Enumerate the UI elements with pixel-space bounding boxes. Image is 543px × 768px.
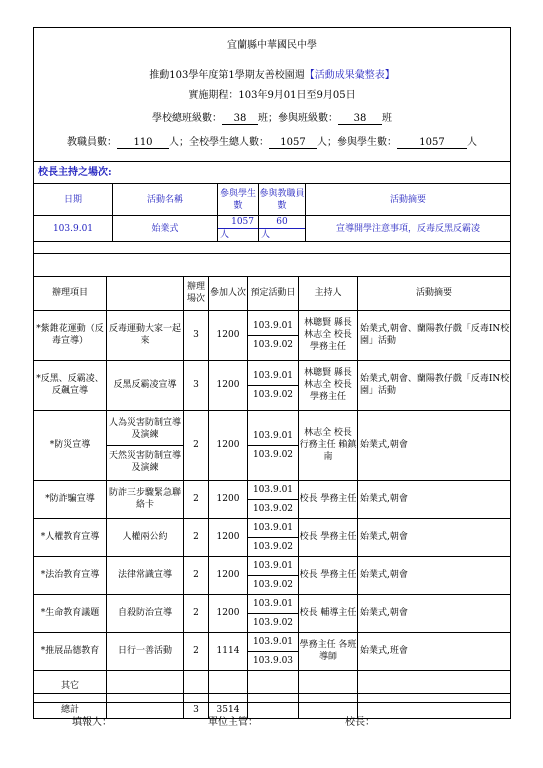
activity-people: 1200 xyxy=(209,310,248,360)
activity-row xyxy=(34,360,511,410)
col-students-header: 參與學生數 xyxy=(218,184,259,216)
activity-date-start: 103.9.01 xyxy=(248,519,298,538)
activity-date-start: 103.9.01 xyxy=(248,481,298,500)
col-host-header: 主持人 xyxy=(299,276,358,310)
activity-people: 1200 xyxy=(209,594,248,632)
activity-date-start: 103.9.01 xyxy=(248,633,298,652)
activity-date xyxy=(248,594,299,632)
class-join-value: 38 xyxy=(338,113,382,125)
activity-name: 防詐三步驟緊急聯絡卡 xyxy=(107,480,184,518)
activity-summary: 始業式,朝會 xyxy=(358,480,511,518)
other-label: 其它 xyxy=(34,670,107,702)
activity-host: 校長 輔導主任 xyxy=(299,594,358,632)
activity-date-start: 103.9.01 xyxy=(248,595,298,614)
activity-host: 校長 學務主任 xyxy=(299,518,358,556)
activity-date-start: 103.9.01 xyxy=(248,367,298,386)
activity-date-end: 103.9.02 xyxy=(252,449,294,460)
activity-name-part: 天然災害防制宣導及演練 xyxy=(109,450,182,473)
divider xyxy=(34,161,510,162)
activity-date xyxy=(248,360,299,410)
principal-section-heading: 校長主持之場次: xyxy=(38,167,112,178)
period-line: 實施期程：103年9月01日至9月05日 xyxy=(188,90,356,101)
activity-host: 林志全 校長 行務主任 賴鎮南 xyxy=(299,410,358,480)
activity-date-end: 103.9.03 xyxy=(252,655,294,666)
activity-item: *人權教育宣導 xyxy=(34,518,107,556)
activity-date xyxy=(248,556,299,594)
col-name-header: 活動名稱 xyxy=(113,184,218,216)
activity-date-end: 103.9.02 xyxy=(252,579,294,590)
activity-row xyxy=(34,480,511,518)
activity-item: *防災宣導 xyxy=(34,410,107,480)
activity-name-part: 人為災害防制宣導及演練 xyxy=(107,413,183,446)
principal-row-students: 1057 人 xyxy=(218,216,259,242)
activity-date-start: 103.9.01 xyxy=(248,317,298,336)
activity-people: 1200 xyxy=(209,410,248,480)
activity-people: 1114 xyxy=(209,632,248,670)
activity-summary: 始業式,朝會 xyxy=(358,518,511,556)
activity-sessions: 3 xyxy=(184,310,209,360)
activity-date xyxy=(248,518,299,556)
col-item-header: 辦理項目 xyxy=(34,276,107,310)
activity-date-start: 103.9.01 xyxy=(248,427,298,446)
activity-date-start: 103.9.01 xyxy=(248,557,298,576)
activity-item: *法治教育宣導 xyxy=(34,556,107,594)
student-total-value: 1057 xyxy=(269,137,317,149)
activity-row xyxy=(34,556,511,594)
principal-row-staff: 60 人 xyxy=(259,216,306,242)
activity-row xyxy=(34,594,511,632)
col-date-header: 預定活動日 xyxy=(248,276,299,310)
supervisor-label: 單位主管： xyxy=(208,717,258,728)
activity-item: *推展品德教育 xyxy=(34,632,107,670)
activity-date xyxy=(248,632,299,670)
report-frame xyxy=(33,27,511,715)
activity-summary: 始業式,朝會 xyxy=(358,556,511,594)
activity-date xyxy=(248,310,299,360)
activity-people: 1200 xyxy=(209,360,248,410)
activity-date xyxy=(248,410,299,480)
activity-date-end: 103.9.02 xyxy=(252,339,294,350)
activity-date-end: 103.9.02 xyxy=(252,503,294,514)
activity-name: 法律常識宣導 xyxy=(107,556,184,594)
activity-sessions: 2 xyxy=(184,410,209,480)
principal-row-name: 始業式 xyxy=(113,216,218,242)
school-name: 宜蘭縣中華國民中學 xyxy=(227,40,317,51)
activity-item: *生命教育議題 xyxy=(34,594,107,632)
class-total-value: 38 xyxy=(222,113,258,125)
staff-count-value: 110 xyxy=(117,137,169,149)
activity-date-end: 103.9.02 xyxy=(252,389,294,400)
principal-row-date: 103.9.01 xyxy=(34,216,113,242)
activity-host: 校長 學務主任 xyxy=(299,556,358,594)
total-sessions: 3 xyxy=(184,702,209,718)
activity-item: *反黑、反霸凌、反飆宣導 xyxy=(34,360,107,410)
activity-summary: 始業式,朝會、蘭陽教仔戲「反毒IN校園」活動 xyxy=(358,360,511,410)
activity-row xyxy=(34,518,511,556)
activity-host: 校長 學務主任 xyxy=(299,480,358,518)
activity-name: 反黑反霸凌宣導 xyxy=(107,360,184,410)
activity-host: 林聰賢 縣長 林志全 校長 學務主任 xyxy=(299,310,358,360)
activity-name: 自殺防治宣導 xyxy=(107,594,184,632)
total-people: 3514 xyxy=(209,702,248,718)
student-join-value: 1057 xyxy=(397,137,467,149)
col-staff-header: 參與教職員數 xyxy=(259,184,306,216)
staff-student-line: 教職員數： 110 人；全校學生總人數： 1057 人；參與學生數： 1057 人 xyxy=(67,137,477,148)
activity-sessions: 2 xyxy=(184,632,209,670)
activity-sessions: 3 xyxy=(184,360,209,410)
activity-summary: 始業式,班會 xyxy=(358,632,511,670)
activity-item: *紫錐花運動（反毒宣導） xyxy=(34,310,107,360)
col-date-header: 日期 xyxy=(34,184,113,216)
activity-sessions: 2 xyxy=(184,594,209,632)
activity-sessions: 2 xyxy=(184,556,209,594)
activity-name: 反毒運動大家一起來 xyxy=(107,310,184,360)
activity-host: 林聰賢 縣長 林志全 校長 學務主任 xyxy=(299,360,358,410)
activity-summary: 始業式,朝會 xyxy=(358,594,511,632)
col-people-header: 參加人次 xyxy=(209,276,248,310)
activity-people: 1200 xyxy=(209,480,248,518)
activity-row xyxy=(34,410,511,480)
activities-table xyxy=(33,264,511,719)
activity-name xyxy=(107,410,184,480)
total-label: 總計 xyxy=(34,702,107,718)
activity-summary: 始業式,朝會 xyxy=(358,410,511,480)
activity-date-end: 103.9.02 xyxy=(252,541,294,552)
activity-sessions: 2 xyxy=(184,480,209,518)
activity-row xyxy=(34,310,511,360)
activity-summary: 始業式,朝會、蘭陽教仔戲「反毒IN校園」活動 xyxy=(358,310,511,360)
activity-host: 學務主任 各班導師 xyxy=(299,632,358,670)
col-summary-header: 活動摘要 xyxy=(306,184,511,216)
filler-label: 填報人： xyxy=(72,717,112,728)
report-title: 推動103學年度第1學期友善校園週【活動成果彙整表】 xyxy=(149,70,395,81)
col-sessions-header: 辦理場次 xyxy=(184,276,209,310)
activity-name: 日行一善活動 xyxy=(107,632,184,670)
activity-date xyxy=(248,480,299,518)
activity-row xyxy=(34,632,511,670)
activity-sessions: 2 xyxy=(184,518,209,556)
activity-date-end: 103.9.02 xyxy=(252,617,294,628)
activity-item: *防詐騙宣導 xyxy=(34,480,107,518)
col-summary-header: 活動摘要 xyxy=(358,276,511,310)
activity-name: 人權兩公約 xyxy=(107,518,184,556)
principal-label: 校長： xyxy=(345,717,375,728)
col-activity-name-header xyxy=(107,276,184,310)
principal-row-summary: 宣導開學注意事項，反毒反黑反霸凌 xyxy=(306,216,511,242)
activity-people: 1200 xyxy=(209,556,248,594)
principal-table xyxy=(33,183,511,254)
activity-people: 1200 xyxy=(209,518,248,556)
class-count-line: 學校總班級數： 38 班；參與班級數： 38 班 xyxy=(152,113,392,124)
